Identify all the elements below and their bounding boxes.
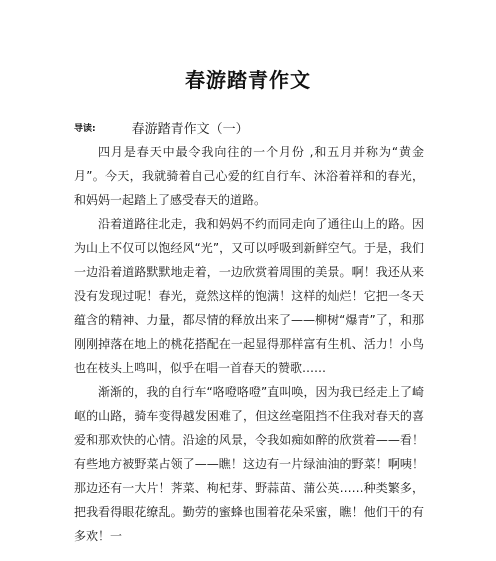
guide-label: 导读: xyxy=(74,123,96,134)
page-title: 春游踏青作文 xyxy=(185,68,311,92)
paragraph-1: 四月是春天中最令我向往的一个月份 ,和五月并称为“黄金月”。今天，我就骑着自己心爱的红自行车、沐浴着祥和的春光，和妈妈一起踏上了感受春天的道路。 xyxy=(74,145,424,207)
article-body xyxy=(74,140,424,548)
guide-line xyxy=(74,117,249,137)
paragraph-3: 渐渐的，我的自行车“咯噔咯噔”直叫唤，因为我已经走上了崎岖的山路，骑车变得越发困难了，但这丝毫阻挡不住我对春天的喜爱和那欢快的心情。沿途的风景，令我如痴如醉的欣赏着——看！有些地方被野菜占领了——瞧！这边有一片绿油油的野菜！啊咦！那边还有一大片！荠菜、枸杞芽、野蒜苗、蒲公英……种类繁多，把我看得眼花缭乱。勤劳的蜜蜂也围着花朵采蜜，瞧！他们干的有多欢！一 xyxy=(74,385,424,543)
paragraph-2: 沿着道路往北走，我和妈妈不约而同走向了通往山上的路。因为山上不仅可以饱经风“光”，又可以呼吸到新鲜空气。于是，我们一边沿着道路默默地走着，一边欣赏着周围的美景。啊！我还从来没有发现过呢！春光，竟然这样的饱满！这样的灿烂！它把一冬天蕴含的精神、力量，都尽情的释放出来了——柳树“爆青”了，和那刚刚掉落在地上的桃花搭配在一起显得那样富有生机、活力！小鸟也在枝头上鸣叫，似乎在唱一首春天的赞歌…… xyxy=(74,217,424,375)
section-subtitle: 春游踏青作文（一） xyxy=(131,121,249,137)
